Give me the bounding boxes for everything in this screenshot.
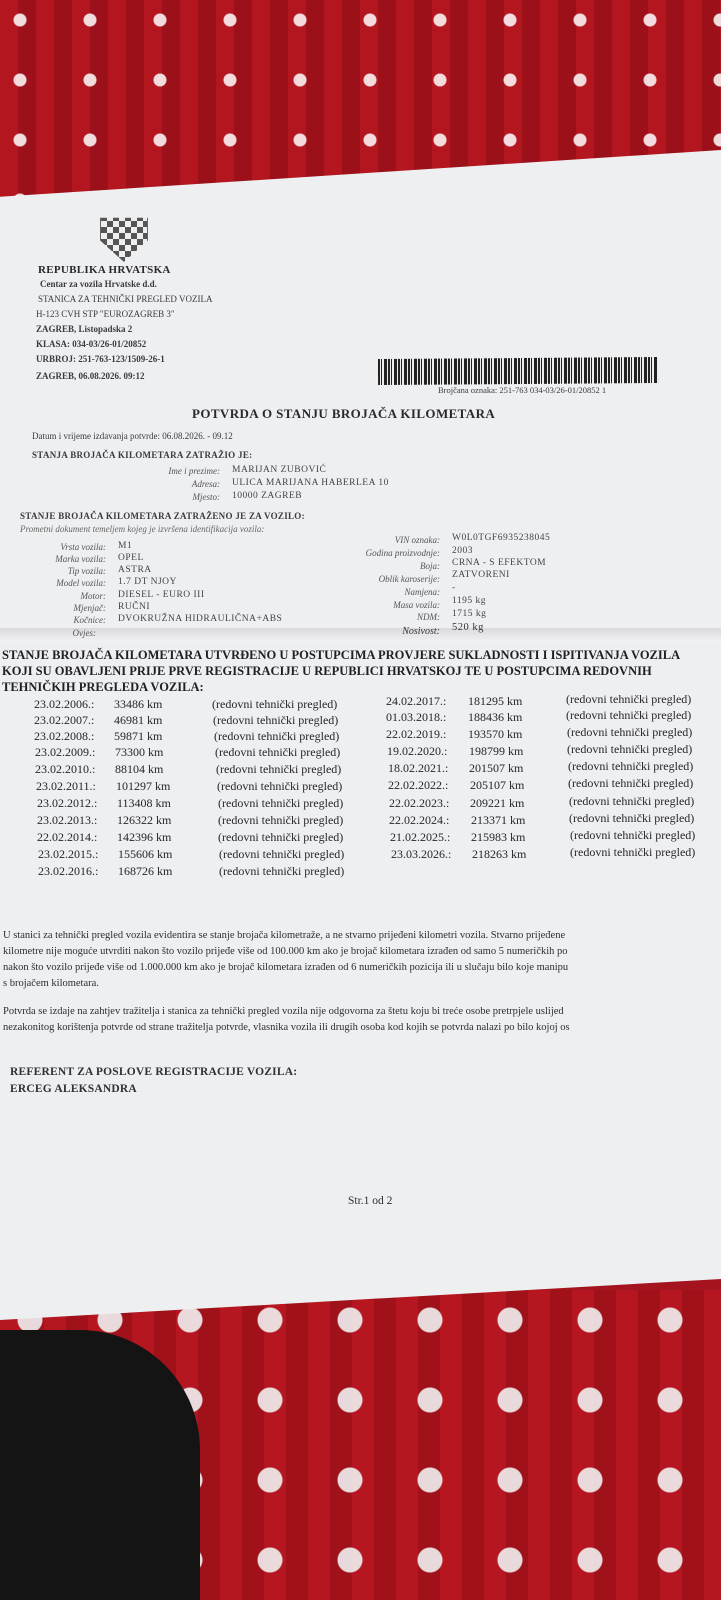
record-km: 201507 km [469, 761, 524, 775]
vehicle-left-value: DVOKRUŽNA HIDRAULIČNA+ABS [118, 614, 283, 624]
vehicle-note: Prometni dokument temeljem kojeg je izvršena identifikacija vozila: [20, 524, 265, 534]
record-km: 33486 km [114, 697, 163, 711]
record-date: 23.02.2011.: [36, 779, 96, 793]
record-date: 22.02.2023.: [389, 796, 450, 810]
record-date: 23.02.2016.: [38, 864, 99, 878]
vehicle-left-label: Tip vozila: [67, 566, 106, 576]
vehicle-right-label: Boja: [420, 561, 440, 571]
record-date: 22.02.2014.: [37, 830, 98, 844]
record-date: 23.02.2008.: [34, 729, 95, 743]
disclaimer-line: Potvrda se izdaje na zahtjev tražitelja i stanica za tehnički pregled vozila nije odgovorna za štetu koju bi treće osobe pretrpjele uslijed [3, 1006, 564, 1017]
record-type: (redovni tehnički pregled) [570, 828, 696, 842]
document-title: POTVRDA O STANJU BROJAČA KILOMETARA [192, 406, 496, 421]
section-heading-line: TEHNIČKIH PREGLEDA VOZILA: [2, 680, 204, 694]
record-type: (redovni tehnički pregled) [567, 742, 693, 756]
city-label: Mjesto: [192, 492, 220, 502]
vehicle-right-value: CRNA - S EFEKTOM [452, 558, 547, 568]
record-type: (redovni tehnički pregled) [218, 813, 344, 827]
record-type: (redovni tehnički pregled) [568, 776, 694, 790]
requester-city: 10000 ZAGREB [232, 491, 303, 501]
record-type: (redovni tehnički pregled) [214, 729, 340, 743]
record-type: (redovni tehnički pregled) [215, 745, 341, 759]
page-number: Str.1 od 2 [348, 1195, 393, 1207]
note-line: kilometre nije moguće utvrditi nakon što vozilo prijeđe više od 100.000 km ako je brojač kilometara izrađen od samo 5 numeričkih po [3, 946, 568, 957]
record-date: 23.02.2015.: [38, 847, 99, 861]
klasa: KLASA: 034-03/26-01/20852 [36, 339, 147, 349]
vehicle-right-label: Masa vozila: [393, 600, 440, 610]
record-type: (redovni tehnički pregled) [566, 692, 692, 706]
signatory-name: ERCEG ALEKSANDRA [10, 1083, 137, 1095]
record-date: 23.02.2012.: [37, 796, 98, 810]
signatory-title: REFERENT ZA POSLOVE REGISTRACIJE VOZILA: [10, 1066, 298, 1078]
requested-heading: STANJA BROJAČA KILOMETARA ZATRAŽIO JE: [32, 450, 253, 460]
record-km: 101297 km [116, 779, 171, 793]
record-km: 142396 km [117, 830, 172, 844]
record-km: 155606 km [118, 847, 173, 861]
vehicle-left-label: Motor: [80, 591, 106, 601]
station-address: ZAGREB, Listopadska 2 [36, 324, 133, 334]
barcode [378, 357, 658, 385]
note-line: s brojačem kilometara. [3, 978, 99, 989]
record-km: 188436 km [468, 710, 523, 724]
requester-name: MARIJAN ZUBOVIĆ [232, 465, 327, 475]
record-km: 181295 km [468, 694, 523, 708]
vehicle-right-value: 2003 [452, 546, 473, 556]
note-line: U stanici za tehnički pregled vozila evidentira se stanje brojača kilometraže, a ne stvarno prijeđeni kilometri vozila. Stvarno prijeđene [3, 930, 566, 941]
record-km: 168726 km [118, 864, 173, 878]
vehicle-right-label: Nosivost: [402, 626, 440, 637]
record-km: 209221 km [470, 796, 525, 810]
section-heading-line: STANJE BROJAČA KILOMETARA UTVRĐENO U POSTUPCIMA PROVJERE SUKLADNOSTI I ISPITIVANJA VOZILA [2, 648, 681, 662]
record-date: 23.02.2013.: [37, 813, 98, 827]
record-date: 19.02.2020.: [387, 744, 448, 758]
station-name: STANICA ZA TEHNIČKI PREGLED VOZILA [38, 294, 213, 304]
record-date: 22.02.2024.: [389, 813, 450, 827]
record-km: 88104 km [115, 762, 164, 776]
record-type: (redovni tehnički pregled) [218, 796, 344, 810]
barcode-text: Brojčana oznaka: 251-763 034-03/26-01/20852 1 [438, 385, 607, 395]
vehicle-left-value: ASTRA [118, 565, 152, 575]
record-date: 23.02.2010.: [35, 762, 96, 776]
record-km: 46981 km [114, 713, 163, 727]
record-km: 113408 km [117, 796, 171, 810]
record-type: (redovni tehnički pregled) [569, 811, 695, 825]
vehicle-left-label: Model vozila: [56, 578, 106, 588]
disclaimer-line: nezakonitog korištenja potvrde od strane tražitelja potvrde, vlasnika vozila ili drugih osoba kod kojih se potvrda nalazi po bilo kojoj os [3, 1022, 570, 1033]
vehicle-left-value: 1.7 DT NJOY [118, 577, 177, 587]
vehicle-right-label: VIN oznaka: [394, 535, 440, 545]
vehicle-left-label: Ovjes: [72, 628, 96, 638]
vehicle-left-value: RUČNI [118, 602, 151, 612]
record-type: (redovni tehnički pregled) [567, 725, 693, 739]
record-type: (redovni tehnički pregled) [568, 759, 694, 773]
vehicle-left-label: Vrsta vozila: [60, 542, 106, 552]
dark-fabric [0, 1330, 200, 1600]
record-km: 198799 km [469, 744, 524, 758]
vehicle-right-label: Godina proizvodnje: [365, 548, 440, 558]
record-type: (redovni tehnički pregled) [569, 794, 695, 808]
vehicle-left-label: Kočnice: [73, 615, 106, 625]
record-date: 23.02.2009.: [35, 745, 96, 759]
vehicle-right-label: NDM: [417, 612, 440, 622]
note-line: nakon što vozilo prijeđe više od 1.000.000 km ako je brojač kilometara izrađen od 6 numeričkih pozicija ili u slučaju bilo koje manipu [3, 962, 569, 973]
record-date: 22.02.2022.: [388, 778, 449, 792]
record-date: 01.03.2018.: [386, 710, 447, 724]
record-date: 23.03.2026.: [391, 847, 452, 861]
issued-line: Datum i vrijeme izdavanja potvrde: 06.08.2026. - 09.12 [32, 431, 233, 441]
vehicle-left-value: DIESEL - EURO III [118, 590, 205, 600]
vehicle-left-value: OPEL [118, 553, 144, 563]
record-km: 218263 km [472, 847, 527, 861]
vehicle-right-value: W0L0TGF6935238045 [452, 533, 551, 543]
name-label: Ime i prezime: [168, 466, 220, 476]
record-type: (redovni tehnički pregled) [219, 847, 345, 861]
record-date: 22.02.2019.: [386, 727, 447, 741]
record-type: (redovni tehnički pregled) [219, 864, 345, 878]
vehicle-right-label: Namjena: [404, 587, 440, 597]
record-km: 215983 km [471, 830, 526, 844]
center-name: Centar za vozila Hrvatske d.d. [40, 279, 157, 289]
vehicle-left-label: Marka vozila: [55, 554, 106, 564]
record-date: 23.02.2006.: [34, 697, 95, 711]
record-date: 23.02.2007.: [34, 713, 95, 727]
vehicle-right-value: 520 kg [452, 622, 484, 633]
record-date: 21.02.2025.: [390, 830, 451, 844]
vehicle-heading: STANJE BROJAČA KILOMETARA ZATRAŽENO JE ZA VOZILO: [20, 511, 305, 521]
record-type: (redovni tehnički pregled) [213, 713, 339, 727]
record-type: (redovni tehnički pregled) [570, 845, 696, 859]
record-km: 126322 km [117, 813, 172, 827]
record-type: (redovni tehnički pregled) [216, 762, 342, 776]
vehicle-left-label: Mjenjač: [73, 603, 106, 613]
urbroj: URBROJ: 251-763-123/1509-26-1 [36, 354, 165, 364]
record-km: 193570 km [468, 727, 523, 741]
record-km: 205107 km [470, 778, 525, 792]
record-date: 18.02.2021.: [388, 761, 449, 775]
requester-address: ULICA MARIJANA HABERLEA 10 [232, 478, 389, 488]
record-date: 24.02.2017.: [386, 694, 447, 708]
station-code: H-123 CVH STP "EUROZAGREB 3" [36, 309, 175, 319]
address-label: Adresa: [191, 479, 220, 489]
vehicle-right-value: ZATVORENI [452, 570, 510, 580]
record-type: (redovni tehnički pregled) [217, 779, 343, 793]
record-type: (redovni tehnički pregled) [566, 708, 692, 722]
vehicle-right-value: - [452, 583, 456, 593]
vehicle-left-value: M1 [118, 541, 133, 551]
vehicle-right-value: 1195 kg [452, 596, 487, 606]
record-km: 213371 km [471, 813, 526, 827]
republic-name: REPUBLIKA HRVATSKA [38, 264, 171, 276]
record-type: (redovni tehnički pregled) [218, 830, 344, 844]
record-type: (redovni tehnički pregled) [212, 697, 338, 711]
record-km: 59871 km [114, 729, 163, 743]
vehicle-right-value: 1715 kg [452, 609, 487, 619]
record-km: 73300 km [115, 745, 164, 759]
vehicle-right-label: Oblik karoserije: [378, 574, 440, 584]
section-heading-line: KOJI SU OBAVLJENI PRIJE PRVE REGISTRACIJE U REPUBLICI HRVATSKOJ TE U POSTUPCIMA REDOVNIH [2, 664, 652, 678]
issue-datetime: ZAGREB, 06.08.2026. 09:12 [36, 371, 145, 381]
